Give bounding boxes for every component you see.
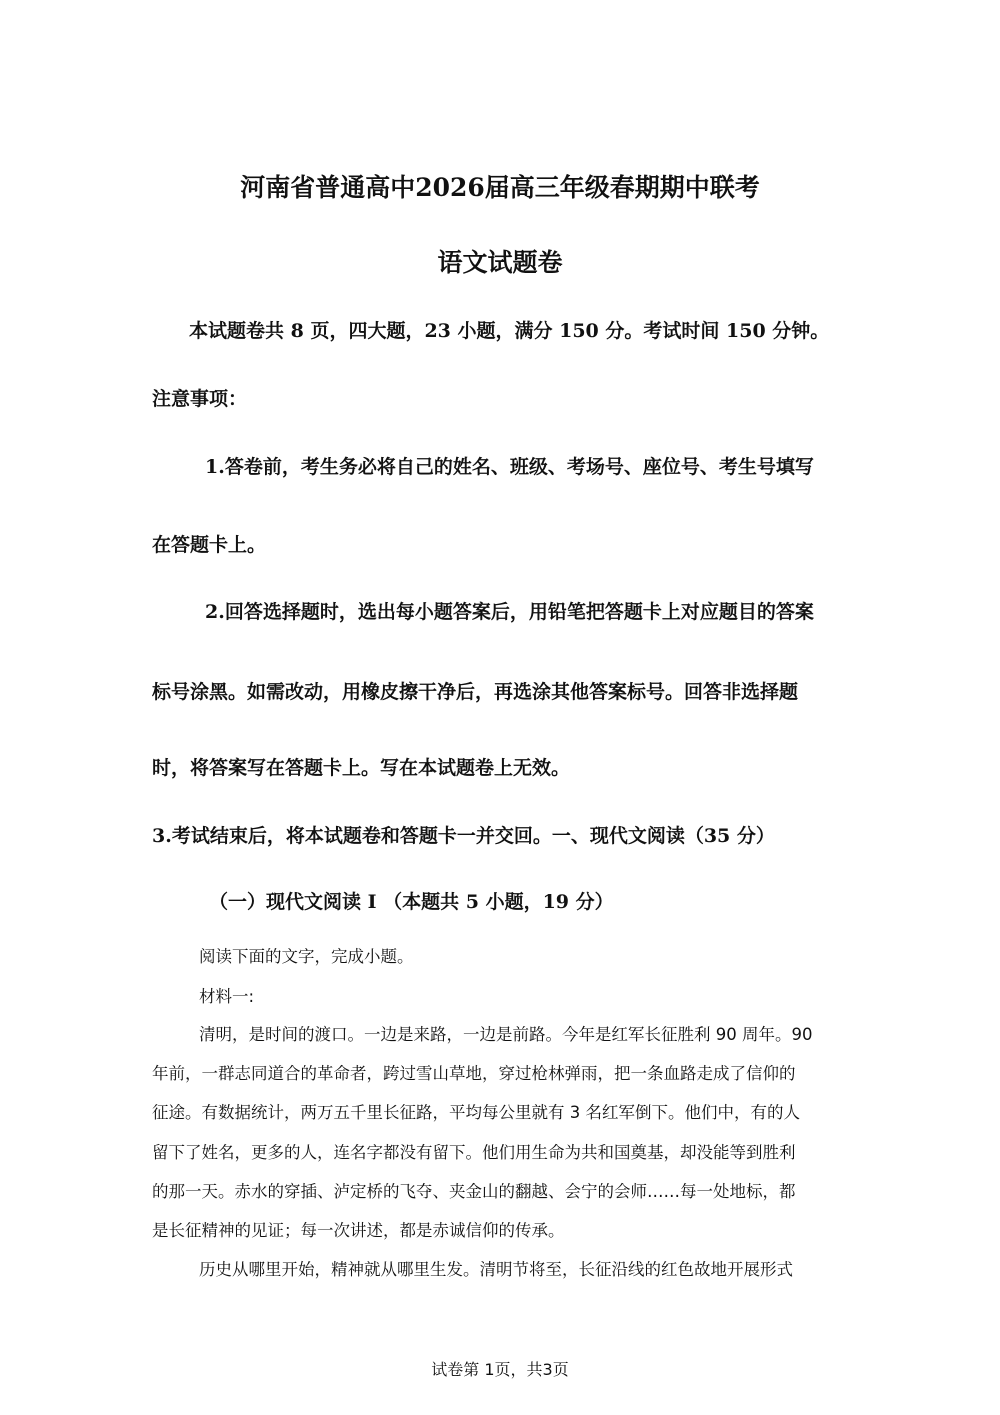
notice-line: 1.答卷前，考生务必将自己的姓名、班级、考场号、座位号、考生号填写 bbox=[205, 456, 814, 478]
paragraph-line: 年前，一群志同道合的革命者，跨过雪山草地，穿过枪林弹雨，把一条血路走成了信仰的 bbox=[152, 1064, 796, 1083]
notice-line: 在答题卡上。 bbox=[152, 534, 267, 556]
notice-line: 2.回答选择题时，选出每小题答案后，用铅笔把答题卡上对应题目的答案 bbox=[205, 601, 814, 623]
material-label: 材料一: bbox=[199, 987, 255, 1006]
exam-info: 本试题卷共 8 页，四大题，23 小题，满分 150 分。考试时间 150 分钟。 bbox=[189, 320, 830, 342]
notice-line: 时，将答案写在答题卡上。写在本试题卷上无效。 bbox=[152, 757, 571, 779]
notice-line: 标号涂黑。如需改动，用橡皮擦干净后，再选涂其他答案标号。回答非选择题 bbox=[152, 681, 799, 703]
paragraph-line: 征途。有数据统计，两万五千里长征路，平均每公里就有 3 名红军倒下。他们中，有的人 bbox=[152, 1103, 800, 1122]
page-footer: 试卷第 1页，共3页 bbox=[431, 1360, 569, 1379]
exam-title: 河南省普通高中2026届高三年级春期期中联考 bbox=[240, 173, 760, 202]
paragraph-line: 是长征精神的见证；每一次讲述，都是赤诚信仰的传承。 bbox=[152, 1221, 565, 1240]
section-heading: （一）现代文阅读 I （本题共 5 小题，19 分） bbox=[209, 891, 614, 913]
notice-heading: 注意事项： bbox=[152, 388, 248, 410]
paragraph-line: 留下了姓名，更多的人，连名字都没有留下。他们用生命为共和国奠基，却没能等到胜利 bbox=[152, 1143, 796, 1162]
notice-line: 3.考试结束后，将本试题卷和答题卡一并交回。一、现代文阅读（35 分） bbox=[152, 825, 775, 847]
paragraph-line: 的那一天。赤水的穿插、泸定桥的飞夺、夹金山的翻越、会宁的会师……每一处地标，都 bbox=[152, 1182, 796, 1201]
exam-subtitle: 语文试题卷 bbox=[437, 248, 563, 277]
paragraph-line: 清明，是时间的渡口。一边是来路，一边是前路。今年是红军长征胜利 90 周年。90 bbox=[199, 1025, 813, 1044]
paragraph-line: 历史从哪里开始，精神就从哪里生发。清明节将至，长征沿线的红色故地开展形式 bbox=[199, 1260, 793, 1279]
reading-instruction: 阅读下面的文字，完成小题。 bbox=[199, 947, 414, 966]
